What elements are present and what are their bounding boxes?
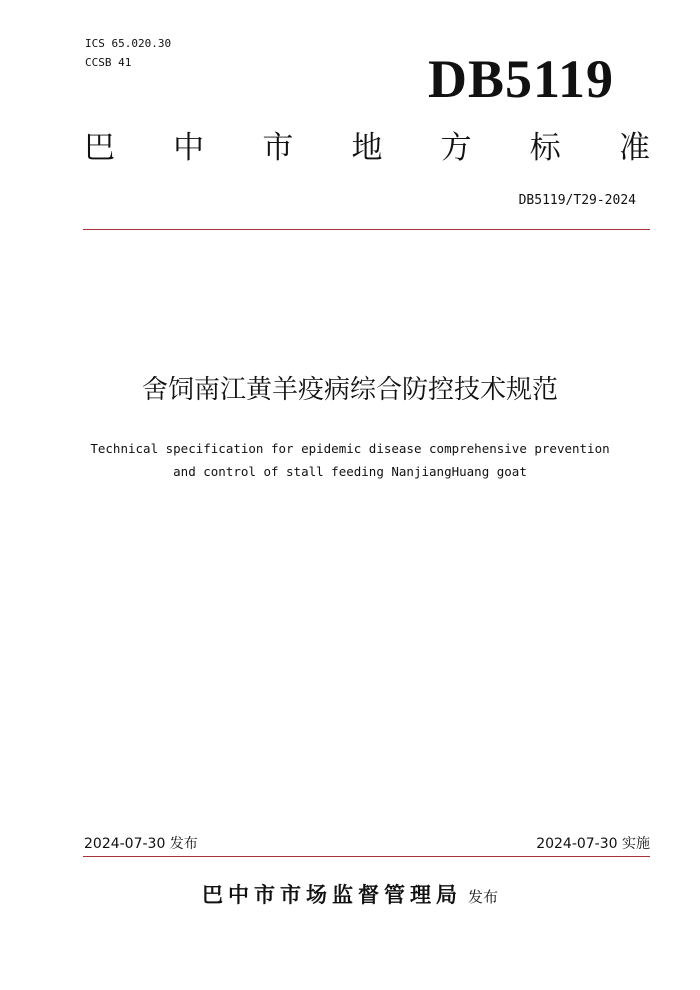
category-char: 市 [262,130,294,166]
implementation-date: 2024-07-30 实施 [536,836,650,852]
ics-code: ICS 65.020.30 [85,37,172,50]
bottom-divider [83,856,650,857]
category-char: 中 [173,130,205,166]
publisher-suffix: 发布 [467,888,498,906]
category-char: 标 [529,130,561,166]
english-title-line: and control of stall feeding NanjiangHuang goat [173,464,527,479]
category-char: 准 [618,130,650,166]
category-char: 巴 [84,130,115,166]
publisher-organization: 巴中市市场监督管理局 [201,882,462,907]
standard-category-title [84,124,650,172]
document-title-chinese: 舍饲南江黄羊疫病综合防控技术规范 [141,375,558,405]
category-char: 方 [440,130,472,166]
english-title-line: Technical specification for epidemic disease comprehensive prevention [90,441,610,456]
category-char: 地 [351,130,383,166]
issue-date: 2024-07-30 发布 [84,836,198,852]
standard-number: DB5119/T29-2024 [518,193,636,208]
top-divider [83,229,650,230]
document-title-english [0,437,700,483]
publisher [0,878,700,912]
standard-code: DB5119 [427,49,614,109]
ccsb-code: CCSB 41 [85,56,132,69]
